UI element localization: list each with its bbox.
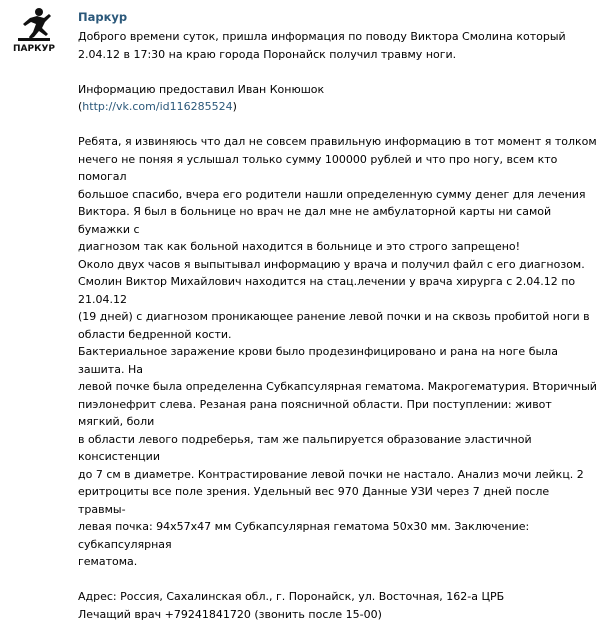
link-open-paren: ( (78, 100, 82, 113)
post-address: Адрес: Россия, Сахалинская обл., г. Поронайск, ул. Восточная, 162-а ЦРБ (78, 588, 598, 606)
post-content (78, 9, 598, 623)
profile-link[interactable]: http://vk.com/id116285524 (82, 100, 232, 113)
post-intro: Доброго времени суток, пришла информация по поводу Виктора Смолина который 2.04.12 в 17:30 на краю города Поронайск получил травму ноги. (78, 28, 598, 63)
link-close-paren: ) (233, 100, 237, 113)
profile-link-row (78, 98, 598, 116)
group-name-link[interactable]: Паркур (78, 9, 598, 25)
post-doctor-contact: Лечащий врач +79241841720 (звонить после 15-00) (78, 606, 598, 623)
group-avatar[interactable] (8, 6, 58, 56)
avatar-logo-text: ПАРКУР (13, 44, 55, 54)
post-main-text: Ребята, я извиняюсь что дал не совсем правильную информацию в тот момент я толком нечего не поняя я услышал только сумму 100000 рублей и что про ногу, всем кто помогал большое спасибо, вчера его родители нашли определенную сумму денег для лечения Виктора. Я был в больнице но врач не дал мне не амбулаторной карты ни самой бумажки с диагнозом так как больной находится в больнице и это строго запрещено! Около двух часов я выпытывал информацию у врача и получил файл с его диагнозом. Смолин Виктор Михайлович находится на стац.лечении у врача хирурга с 2.04.12 по 21.04.12 (19 дней) с диагнозом проникающее ранение левой почки и на сквозь пробитой ноги в области бедренной кости. Бактериальное заражение крови было продезинфицировано и рана на ноге была зашита. На левой почке была определенна Субкапсулярная гематома. Макрогематурия. Вторичный пиэлонефрит слева. Резаная рана поясничной области. При поступлении: живот мягкий, боли в области левого подреберья, там же пальпируется образование эластичной консистенции до 7 см в диаметре. Контрастирование левой почки не настало. Анализ мочи лейкц. 2 еритроциты все поле зрения. Удельный вес 970 Данные УЗИ через 7 дней после травмы- левая почка: 94х57х47 мм Субкапсулярная гематома 50х30 мм. Заключение: субкапсулярная гематома. (78, 133, 598, 571)
info-provided-by: Информацию предоставил Иван Конюшок (78, 81, 598, 99)
